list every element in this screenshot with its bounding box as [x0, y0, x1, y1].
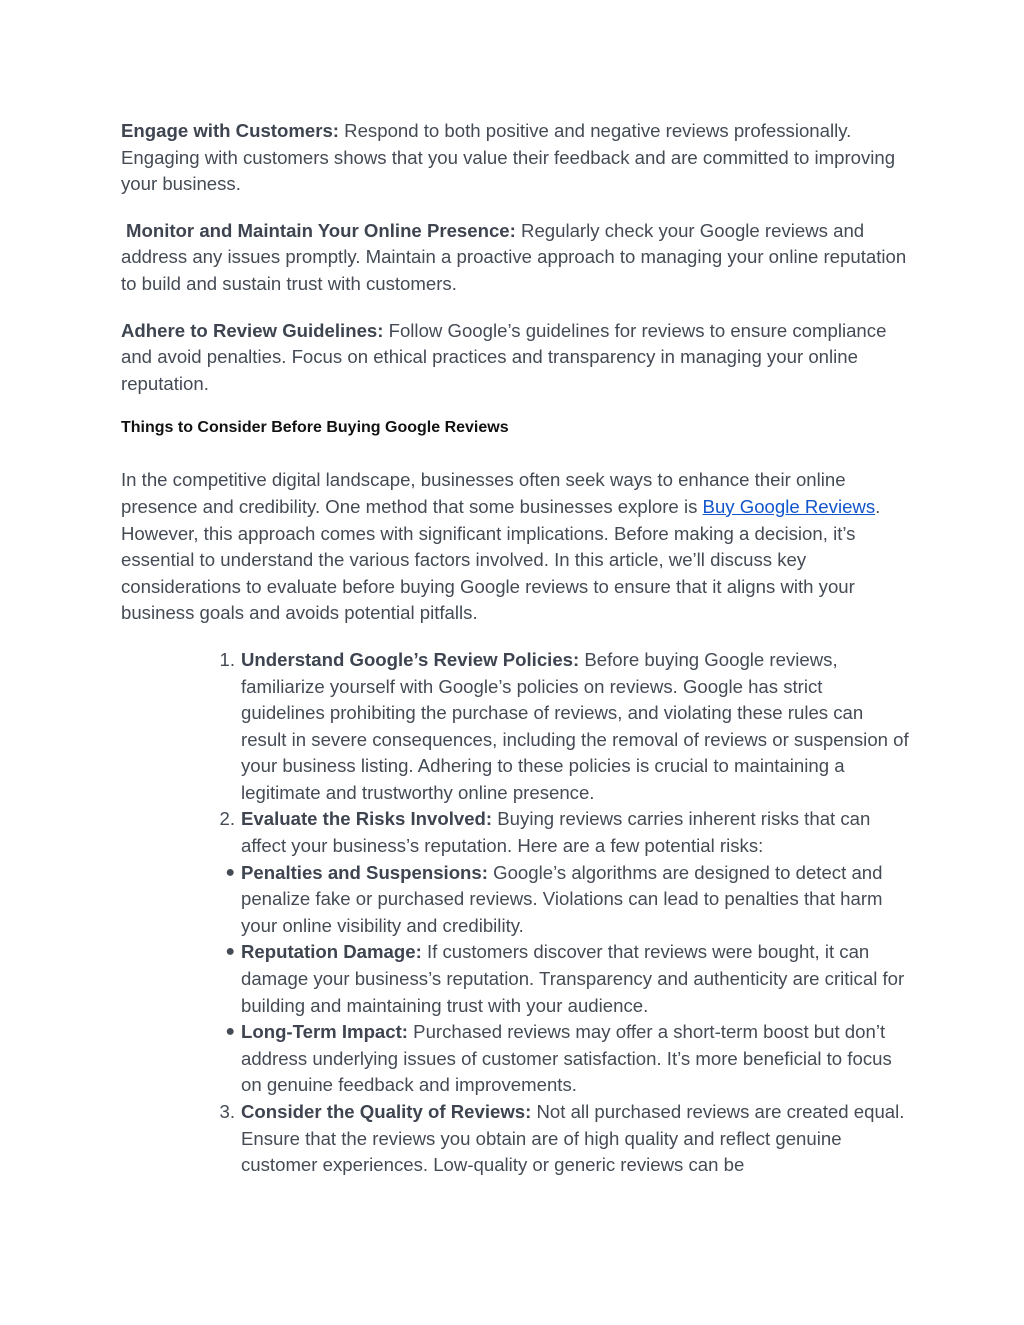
- bullet-icon: ●: [225, 1023, 235, 1041]
- intro-text-before: In the competitive digital landscape, businesses often seek ways to enhance their online presence and credibility. One method that some businesses explore is: [121, 469, 846, 517]
- paragraph-monitor-presence: [121, 218, 911, 298]
- document-page: [121, 118, 911, 1179]
- list-number: 2.: [219, 808, 235, 830]
- list-number: 3.: [219, 1101, 235, 1122]
- list-item-title: Evaluate the Risks Involved:: [241, 808, 493, 830]
- paragraph-bold-lead: Adhere to Review Guidelines:: [121, 319, 384, 341]
- buy-google-reviews-link[interactable]: Buy Google Reviews: [702, 495, 876, 517]
- list-item-text: Purchased reviews may offer a short-term boost but don’t address underlying issues of customer satisfaction. It’s more beneficial to focus on genuine feedback and improvements.: [241, 1021, 892, 1096]
- list-item: [121, 1019, 911, 1099]
- paragraph-review-guidelines: [121, 318, 911, 398]
- list-item-title: Understand Google’s Review Policies:: [241, 648, 580, 670]
- paragraph-engage-customers: [121, 118, 911, 198]
- list-item: [121, 860, 911, 940]
- list-item-text: Buying reviews carries inherent risks that can affect your business’s reputation. Here are a few potential risks:: [241, 808, 871, 857]
- paragraph-bold-lead: Engage with Customers:: [121, 120, 339, 141]
- list-item: [121, 647, 911, 807]
- list-item-text: If customers discover that reviews were bought, it can damage your business’s reputation. Transparency and authenticity are critical for building and maintaining trust with your audience.: [241, 941, 905, 1016]
- paragraph-body: Regularly check your Google reviews and address any issues promptly. Maintain a proactive approach to managing your online reputation to build and sustain trust with customers.: [121, 219, 907, 294]
- intro-text-after: . However, this approach comes with significant implications. Before making a decision, it’s essential to understand the various factors involved. In this article, we’ll discuss key considerations to evaluate before buying Google reviews to ensure that it aligns with your business goals and avoids potential pitfalls.: [121, 495, 881, 624]
- list-item-text: Google’s algorithms are designed to detect and penalize fake or purchased reviews. Violations can lead to penalties that harm your online visibility and credibility.: [241, 861, 883, 936]
- paragraph-bold-lead: Monitor and Maintain Your Online Presence:: [126, 219, 516, 241]
- list-item: [121, 806, 911, 859]
- section-heading: Things to Consider Before Buying Google Reviews: [121, 419, 509, 437]
- bullet-icon: ●: [225, 863, 235, 881]
- list-item-title: Consider the Quality of Reviews:: [241, 1101, 532, 1122]
- list-item: [121, 939, 911, 1019]
- paragraph-body: Follow Google’s guidelines for reviews to ensure compliance and avoid penalties. Focus on ethical practices and transparency in managing your online reputation.: [121, 319, 887, 394]
- paragraph-body: Respond to both positive and negative reviews professionally. Engaging with customers shows that you value their feedback and are committed to improving your business.: [121, 120, 896, 195]
- bullet-icon: ●: [225, 943, 235, 961]
- list-item-title: Penalties and Suspensions:: [241, 861, 488, 883]
- list-number: 1.: [219, 648, 235, 670]
- list-item-text: Before buying Google reviews, familiarize yourself with Google’s policies on reviews. Google has strict guidelines prohibiting the purchase of reviews, and violating these rules can result in severe consequences, including the removal of reviews or suspension of your business listing. Adhering to these policies is crucial to maintaining a legitimate and trustworthy online presence.: [241, 648, 909, 803]
- considerations-list: [121, 647, 911, 1179]
- intro-paragraph: [121, 467, 911, 627]
- list-item-text: Not all purchased reviews are created equal. Ensure that the reviews you obtain are of high quality and reflect genuine customer experiences. Low-quality or generic reviews can be: [241, 1101, 905, 1176]
- list-item-title: Reputation Damage:: [241, 941, 422, 963]
- list-item-title: Long-Term Impact:: [241, 1021, 408, 1043]
- list-item: [121, 1099, 911, 1179]
